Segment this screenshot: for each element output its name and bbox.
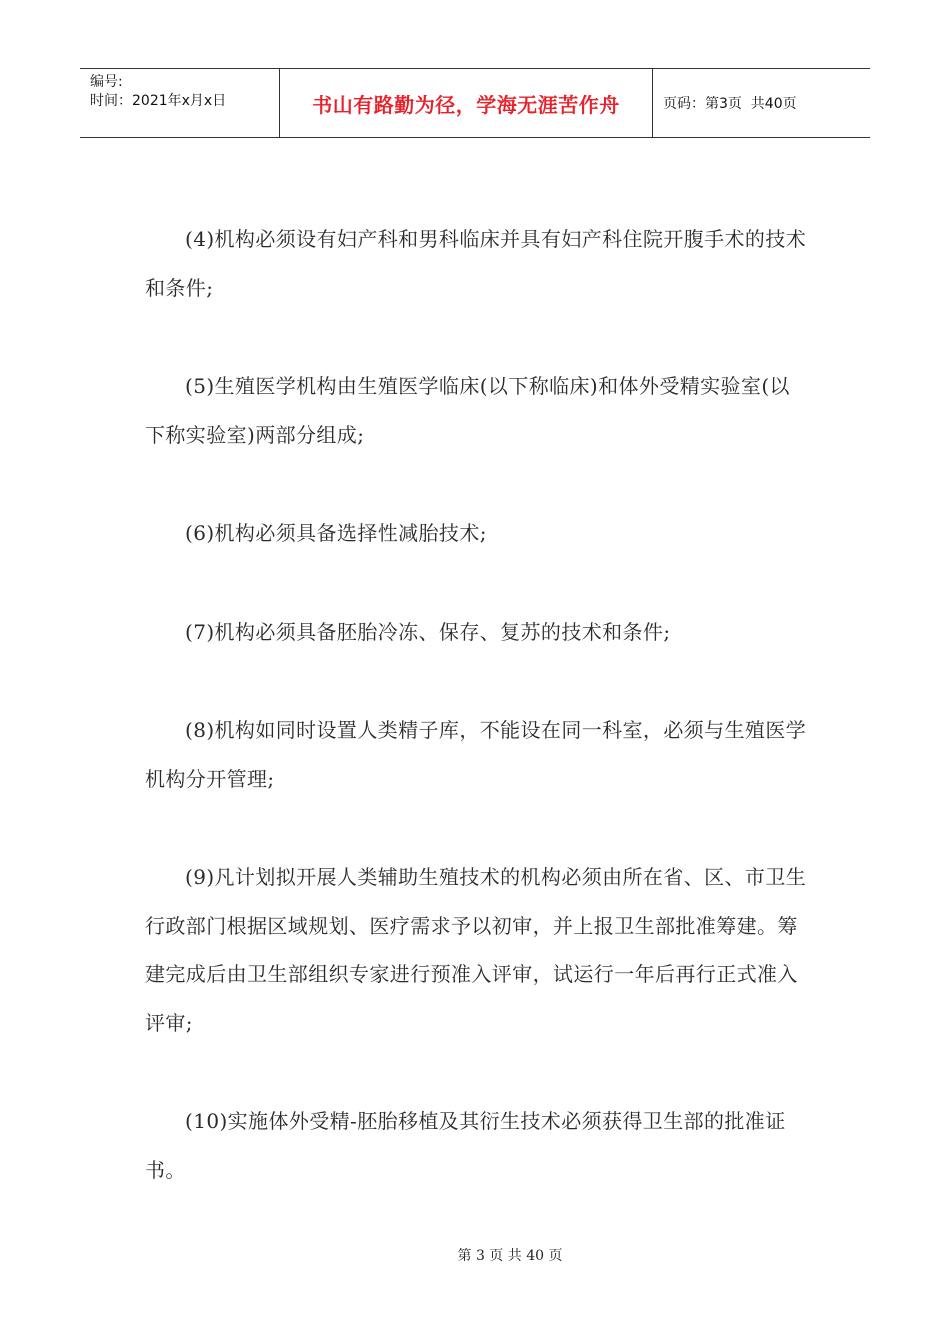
paragraph-7: (7)机构必须具备胚胎冷冻、保存、复苏的技术和条件; — [185, 619, 671, 644]
paragraph-5: (5)生殖医学机构由生殖医学临床(以下称临床)和体外受精实验室(以下称实验室)两部分组成; — [145, 374, 790, 447]
paragraph-4: (4)机构必须设有妇产科和男科临床并具有妇产科住院开腹手术的技术和条件; — [145, 227, 807, 300]
paragraph-10: (10)实施体外受精-胚胎移植及其衍生技术必须获得卫生部的批准证书。 — [145, 1109, 786, 1182]
paragraph-6: (6)机构必须具备选择性减胎技术; — [185, 521, 487, 545]
header-motto: 书山有路勤为径，学海无涯苦作舟 — [280, 69, 653, 137]
document-body — [145, 215, 810, 1244]
paragraph-9: (9)凡计划拟开展人类辅助生殖技术的机构必须由所在省、区、市卫生行政部门根据区域规划、医疗需求予以初审，并上报卫生部批准筹建。筹建完成后由卫生部组织专家进行预准入评审，试运行一年后再行正式准入评审; — [145, 865, 807, 1035]
page-footer: 第 3 页 共 40 页 — [457, 1248, 563, 1264]
header-page-info: 页码：第3页 共40页 — [663, 96, 797, 112]
document-time-label: 时间：2021年x月x日 — [90, 93, 227, 109]
document-number-label: 编号: — [90, 74, 123, 90]
header-meta — [80, 69, 280, 137]
paragraph-8: (8)机构如同时设置人类精子库，不能设在同一科室，必须与生殖医学机构分开管理; — [145, 718, 807, 791]
page-header — [80, 68, 870, 138]
